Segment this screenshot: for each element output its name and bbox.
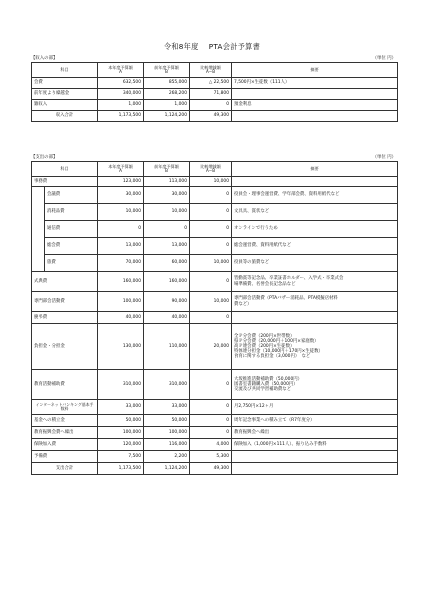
expense-prev: 90,000	[144, 292, 190, 312]
expense-prev: 50,000	[144, 415, 190, 427]
income-total-label: 収入合計	[32, 111, 98, 122]
expense-prev: 0	[144, 221, 190, 238]
expense-diff: 0	[190, 370, 232, 400]
income-total-current: 1,173,500	[98, 111, 144, 122]
expense-prev: 160,000	[144, 272, 190, 292]
expense-item: 負担金・分担金	[32, 324, 98, 370]
expense-current: 13,000	[98, 238, 144, 255]
expense-current: 30,000	[98, 187, 144, 204]
expense-diff: 0	[190, 187, 232, 204]
income-total-note	[232, 111, 398, 122]
table-row	[32, 78, 398, 89]
expense-prev: 60,000	[144, 255, 190, 272]
expense-note: 保険加入（1,000円×111人）、振り込み手数料	[232, 439, 398, 451]
expense-prev: 10,000	[144, 204, 190, 221]
expense-total-label: 支出合計	[32, 463, 98, 475]
table-row	[32, 451, 398, 463]
expense-note: 月2,750円×12ヶ月	[232, 400, 398, 415]
table-row	[32, 324, 398, 370]
income-prev: 855,000	[144, 78, 190, 89]
expense-prev: 116,000	[144, 439, 190, 451]
income-header-diff: 比較増減額 A−B	[190, 63, 232, 78]
table-row	[32, 400, 398, 415]
expense-note	[232, 312, 398, 324]
expense-prev: 110,000	[144, 324, 190, 370]
income-total-prev: 1,124,200	[144, 111, 190, 122]
table-row	[32, 238, 398, 255]
expense-diff: 0	[190, 221, 232, 238]
table-row	[32, 255, 398, 272]
expense-note: 教育振興会へ繰出	[232, 427, 398, 439]
table-row	[32, 427, 398, 439]
expense-diff: 0	[190, 272, 232, 292]
expense-current: 123,000	[98, 177, 144, 187]
expense-item: 慶弔費	[32, 312, 98, 324]
expense-prev: 30,000	[144, 187, 190, 204]
table-row	[32, 187, 398, 204]
expense-note: 文具具、賞状など	[232, 204, 398, 221]
expense-item: 予備費	[32, 451, 98, 463]
expense-diff: 0	[190, 427, 232, 439]
expense-diff: 0	[190, 238, 232, 255]
expense-note: 総会運営費、資料用紙代など	[232, 238, 398, 255]
expense-note: 役員等の旅費など	[232, 255, 398, 272]
expense-diff: 0	[190, 415, 232, 427]
expense-note: 皆勤賞等記念品、卒業証書ホルダー、入学式・卒業式会 場準備費、名誉会長記念品など	[232, 272, 398, 292]
income-header-current: 本年度予算額 A	[98, 63, 144, 78]
expense-current: 100,000	[98, 427, 144, 439]
income-table	[31, 62, 398, 122]
income-note	[232, 89, 398, 100]
expense-diff: 10,000	[190, 177, 232, 187]
income-total-row	[32, 111, 398, 122]
expense-total-note	[232, 463, 398, 475]
expense-unit-label: （単位 円）	[372, 155, 396, 160]
expense-header-prev: 前年度予算額 B	[144, 162, 190, 177]
income-prev: 1,000	[144, 100, 190, 111]
expense-prev: 40,000	[144, 312, 190, 324]
expense-item: 総会費	[45, 238, 98, 255]
table-row	[32, 292, 398, 312]
expense-current: 50,000	[98, 415, 144, 427]
expense-current: 310,000	[98, 370, 144, 400]
expense-total-prev: 1,124,200	[144, 463, 190, 475]
expense-current: 100,000	[98, 292, 144, 312]
income-note: 預金利息	[232, 100, 398, 111]
expense-current: 120,000	[98, 439, 144, 451]
expense-note	[232, 177, 398, 187]
expense-diff: 0	[190, 400, 232, 415]
income-header-note: 摘要	[232, 63, 398, 78]
expense-note	[232, 451, 398, 463]
expense-diff: 20,000	[190, 324, 232, 370]
expense-item: 教育活動補助費	[32, 370, 98, 400]
expense-prev: 13,000	[144, 238, 190, 255]
expense-total-diff: 49,300	[190, 463, 232, 475]
table-row	[32, 177, 398, 187]
table-row	[32, 439, 398, 451]
income-item: 前年度より繰越金	[32, 89, 98, 100]
table-row	[32, 272, 398, 292]
expense-diff: 4,000	[190, 439, 232, 451]
expense-header-note: 摘要	[232, 162, 398, 177]
expense-prev: 100,000	[144, 427, 190, 439]
table-row	[32, 370, 398, 400]
expense-current: 0	[98, 221, 144, 238]
expense-current: 40,000	[98, 312, 144, 324]
expense-diff: 5,300	[190, 451, 232, 463]
expense-total-row	[32, 463, 398, 475]
table-row	[32, 221, 398, 238]
income-total-diff: 49,300	[190, 111, 232, 122]
income-current: 632,500	[98, 78, 144, 89]
expense-current: 7,500	[98, 451, 144, 463]
income-header-item: 科目	[32, 63, 98, 78]
table-row	[32, 100, 398, 111]
expense-note: 役員会・理事会運営費、学年部会費、資料用紙代など	[232, 187, 398, 204]
indent-spacer	[32, 187, 45, 272]
expense-item: 事務費	[32, 177, 98, 187]
expense-header-diff: 比較増減額 A−B	[190, 162, 232, 177]
income-item: 雑収入	[32, 100, 98, 111]
expense-prev: 33,000	[144, 400, 190, 415]
expense-item: 通信費	[45, 221, 98, 238]
expense-total-current: 1,173,500	[98, 463, 144, 475]
table-row	[32, 204, 398, 221]
expense-note: 全Ｐ分会費（200円×世帯数） 県Ｐ分会費（20,000円＋100円×家庭数） 高Ｐ連会費（200円×生徒数） 特体連分担金（10,000円＋170円×生徒数） 食育に関する負担金（3,000円） など	[232, 324, 398, 370]
income-section-label: 【収入の部】	[31, 56, 58, 61]
income-prev: 268,200	[144, 89, 190, 100]
income-diff: 71,800	[190, 89, 232, 100]
expense-prev: 310,000	[144, 370, 190, 400]
expense-item: 専門部会活動費	[32, 292, 98, 312]
income-header-prev: 前年度予算額 B	[144, 63, 190, 78]
table-row	[32, 415, 398, 427]
expense-item: インターネットバンキング基本手数料	[32, 400, 98, 415]
income-diff: 0	[190, 100, 232, 111]
expense-table	[31, 161, 398, 475]
expense-current: 130,000	[98, 324, 144, 370]
expense-current: 10,000	[98, 204, 144, 221]
page-title: 令和8年度 PTA会計予算書	[163, 42, 261, 51]
expense-header-current: 本年度予算額 A	[98, 162, 144, 177]
table-row	[32, 89, 398, 100]
expense-diff: 10,000	[190, 255, 232, 272]
expense-item: 旅費	[45, 255, 98, 272]
expense-diff: 0	[190, 204, 232, 221]
income-unit-label: （単位 円）	[372, 56, 396, 61]
expense-item: 消耗品費	[45, 204, 98, 221]
income-item: 会費	[32, 78, 98, 89]
expense-item: 保険加入費	[32, 439, 98, 451]
expense-header-item: 科目	[32, 162, 98, 177]
expense-item: 教育振興会費へ繰出	[32, 427, 98, 439]
income-diff: △ 22,500	[190, 78, 232, 89]
expense-section-label: 【支出の部】	[31, 155, 58, 160]
expense-current: 70,000	[98, 255, 144, 272]
expense-item: 式典費	[32, 272, 98, 292]
income-note: 7,500円×生徒数（111人）	[232, 78, 398, 89]
expense-note: 周年記念事業への積み立て（R7年度分）	[232, 415, 398, 427]
expense-prev: 113,000	[144, 177, 190, 187]
expense-current: 160,000	[98, 272, 144, 292]
expense-note: オンラインで行うため	[232, 221, 398, 238]
expense-item: 基金への積立金	[32, 415, 98, 427]
expense-item: 会議費	[45, 187, 98, 204]
expense-current: 33,000	[98, 400, 144, 415]
expense-note: 専門部会活動費（PTAバザー消耗品、PTA模擬店材料 費など）	[232, 292, 398, 312]
expense-diff: 0	[190, 312, 232, 324]
table-row	[32, 312, 398, 324]
expense-diff: 10,000	[190, 292, 232, 312]
income-current: 1,000	[98, 100, 144, 111]
expense-prev: 2,200	[144, 451, 190, 463]
expense-note: 大坂推進活動補助費（50,000円） 図書室書籍購入費（50,000円） 交流及び共同学習補助費など	[232, 370, 398, 400]
income-current: 340,000	[98, 89, 144, 100]
